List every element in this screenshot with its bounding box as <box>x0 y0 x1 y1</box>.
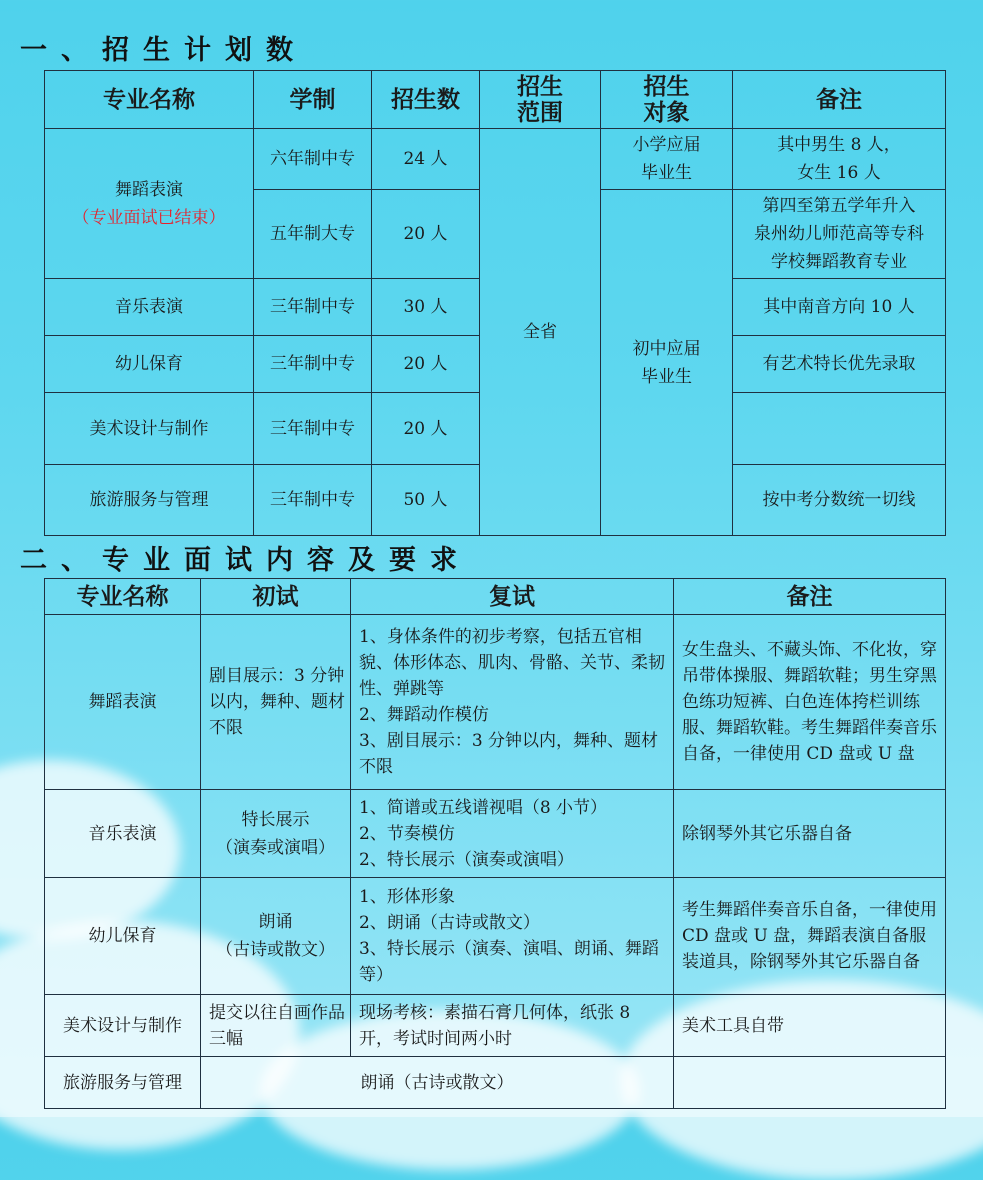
exam-item: 2、朗诵（古诗或散文） <box>359 913 540 933</box>
exam-item: 2、节奏模仿 <box>359 823 455 844</box>
major-cell: 美术设计与制作 <box>45 393 254 465</box>
major-dance-label: 舞蹈表演 <box>115 179 183 200</box>
system-cell: 三年制中专 <box>254 336 372 393</box>
header-system: 学制 <box>254 71 372 129</box>
scope-cell: 全省 <box>480 129 601 536</box>
first-exam-cell: 剧目展示：3 分钟以内，舞种、题材不限 <box>201 615 351 790</box>
count-cell: 50 人 <box>372 465 480 536</box>
system-cell: 六年制中专 <box>254 129 372 190</box>
remark-cell <box>733 190 946 279</box>
exam-item: 2、特长展示（演奏或演唱） <box>359 849 574 870</box>
major-dance <box>45 129 254 279</box>
major-cell: 音乐表演 <box>45 279 254 336</box>
exam-item: 1、简谱或五线谱视唱（8 小节） <box>359 797 608 818</box>
second-exam-cell <box>351 878 674 995</box>
first-exam-line: （演奏或演唱） <box>216 837 335 858</box>
header-scope <box>480 71 601 129</box>
remark-line: 其中男生 8 人， <box>777 135 901 155</box>
second-exam-cell: 现场考核：素描石膏几何体，纸张 8 开，考试时间两小时 <box>351 995 674 1057</box>
table-header-row <box>45 71 946 129</box>
exam-item: 1、形体形象 <box>359 887 455 907</box>
header-target-line2: 对象 <box>643 99 690 126</box>
remark-line: 女生 16 人 <box>797 163 881 183</box>
major-cell: 旅游服务与管理 <box>45 1057 201 1109</box>
section2-title: 二、专业面试内容及要求 <box>20 545 471 576</box>
system-cell: 三年制中专 <box>254 465 372 536</box>
major-cell: 音乐表演 <box>45 790 201 878</box>
first-exam-cell <box>201 790 351 878</box>
count-cell: 24 人 <box>372 129 480 190</box>
header-count: 招生数 <box>372 71 480 129</box>
major-cell: 美术设计与制作 <box>45 995 201 1057</box>
major-cell: 旅游服务与管理 <box>45 465 254 536</box>
first-exam-line: 特长展示 <box>241 809 310 830</box>
header-second-exam: 复试 <box>351 579 674 615</box>
remark-cell <box>733 129 946 190</box>
remark-cell: 有艺术特长优先录取 <box>733 336 946 393</box>
header-major: 专业名称 <box>45 579 201 615</box>
system-cell: 五年制大专 <box>254 190 372 279</box>
header-scope-line1: 招生 <box>517 73 563 100</box>
remark-cell: 其中南音方向 10 人 <box>733 279 946 336</box>
header-target <box>601 71 733 129</box>
major-cell: 幼儿保育 <box>45 878 201 995</box>
table-row <box>45 878 946 995</box>
header-major: 专业名称 <box>45 71 254 129</box>
remark-cell: 考生舞蹈伴奏音乐自备，一律使用 CD 盘或 U 盘，舞蹈表演自备服装道具，除钢琴外其它乐器自备 <box>674 878 946 995</box>
target-primary-line1: 小学应届 <box>632 135 701 155</box>
table-row <box>45 615 946 790</box>
target-junior-line2: 毕业生 <box>641 366 692 387</box>
first-exam-line: 朗诵 <box>258 912 293 932</box>
remark-line: 第四至第五学年升入 <box>762 196 916 216</box>
count-cell: 30 人 <box>372 279 480 336</box>
remark-cell: 女生盘头、不藏头饰、不化妆，穿吊带体操服、舞蹈软鞋；男生穿黑色练功短裤、白色连体挎栏训练服、舞蹈软鞋。考生舞蹈伴奏音乐自备，一律使用 CD 盘或 U 盘 <box>674 615 946 790</box>
interview-requirements-table <box>44 578 946 1109</box>
major-dance-note: （专业面试已结束） <box>72 207 226 228</box>
remark-cell <box>674 1057 946 1109</box>
exam-item: 3、特长展示（演奏、演唱、朗诵、舞蹈等） <box>359 939 659 985</box>
exam-item: 2、舞蹈动作模仿 <box>359 705 489 725</box>
second-exam-cell <box>351 790 674 878</box>
table-row <box>45 995 946 1057</box>
exam-cell: 朗诵（古诗或散文） <box>201 1057 674 1109</box>
count-cell: 20 人 <box>372 336 480 393</box>
target-junior-line1: 初中应届 <box>632 338 701 359</box>
first-exam-line: （古诗或散文） <box>216 940 335 960</box>
first-exam-cell: 提交以往自画作品三幅 <box>201 995 351 1057</box>
remark-cell: 按中考分数统一切线 <box>733 465 946 536</box>
remark-line: 学校舞蹈教育专业 <box>771 252 907 272</box>
remark-cell <box>733 393 946 465</box>
section1-title: 一、招生计划数 <box>20 35 307 66</box>
target-junior-cell <box>601 190 733 536</box>
target-primary-line2: 毕业生 <box>641 163 692 183</box>
first-exam-cell <box>201 878 351 995</box>
remark-cell: 除钢琴外其它乐器自备 <box>674 790 946 878</box>
exam-item: 3、剧目展示：3 分钟以内，舞种、题材不限 <box>359 731 659 777</box>
major-cell: 幼儿保育 <box>45 336 254 393</box>
header-first-exam: 初试 <box>201 579 351 615</box>
table-row <box>45 129 946 190</box>
remark-line: 泉州幼儿师范高等专科 <box>754 224 924 244</box>
target-primary-cell <box>601 129 733 190</box>
header-remark: 备注 <box>674 579 946 615</box>
table-row <box>45 790 946 878</box>
system-cell: 三年制中专 <box>254 279 372 336</box>
count-cell: 20 人 <box>372 393 480 465</box>
remark-cell: 美术工具自带 <box>674 995 946 1057</box>
header-target-line1: 招生 <box>643 73 690 100</box>
table-header-row <box>45 579 946 615</box>
second-exam-cell <box>351 615 674 790</box>
header-scope-line2: 范围 <box>517 99 563 126</box>
table-row <box>45 1057 946 1109</box>
enrollment-plan-table <box>44 70 946 536</box>
header-remark: 备注 <box>733 71 946 129</box>
count-cell: 20 人 <box>372 190 480 279</box>
major-cell: 舞蹈表演 <box>45 615 201 790</box>
exam-item: 1、身体条件的初步考察，包括五官相貌、体形体态、肌肉、骨骼、关节、柔韧性、弹跳等 <box>359 627 665 699</box>
system-cell: 三年制中专 <box>254 393 372 465</box>
